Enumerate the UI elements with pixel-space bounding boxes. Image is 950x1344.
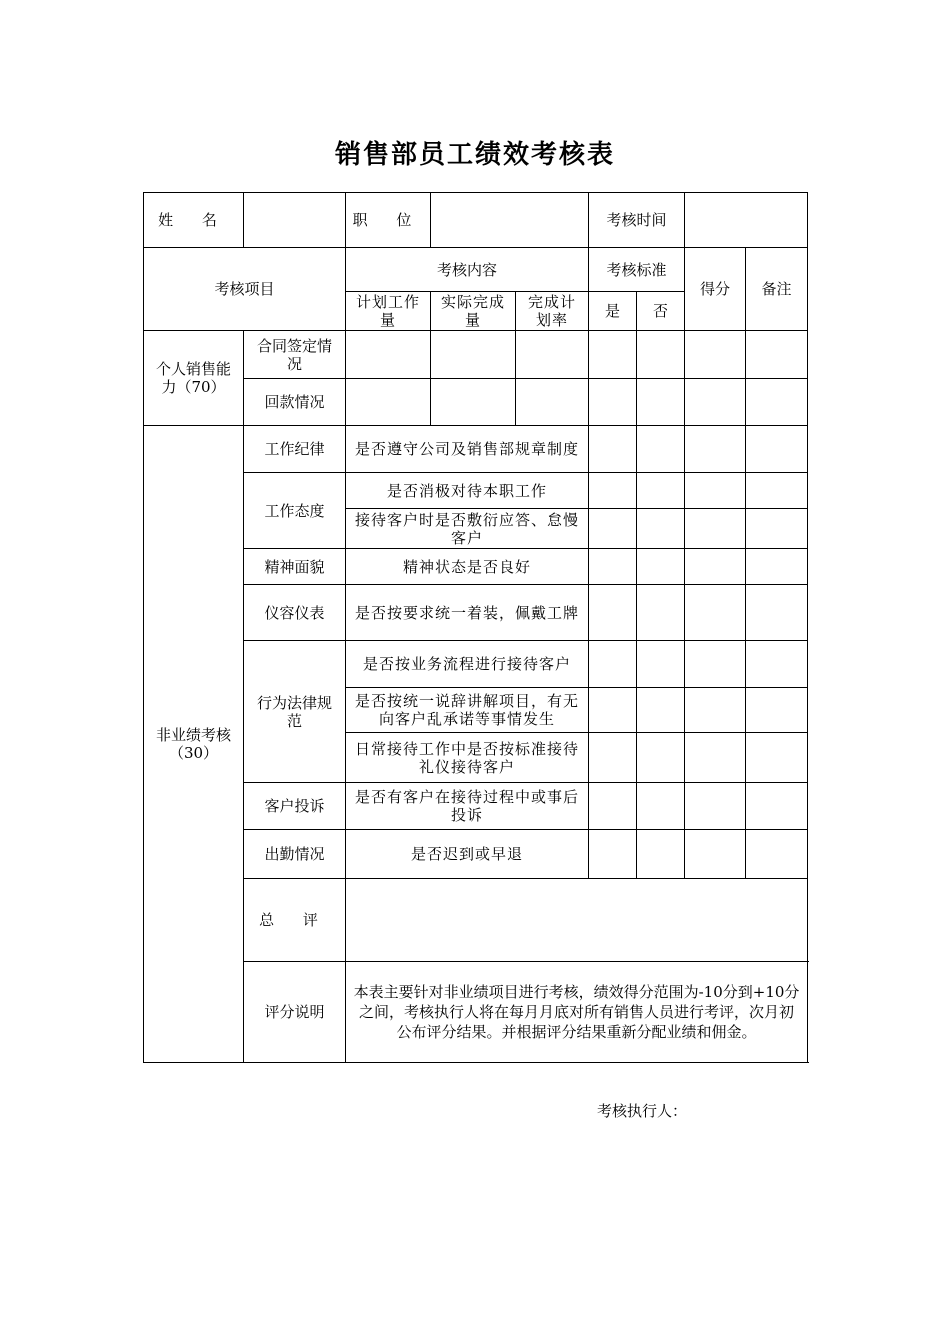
yes-cell[interactable]	[589, 830, 637, 879]
remark-header: 备注	[746, 248, 808, 331]
conduct-criterion: 是否按统一说辞讲解项目，有无向客户乱承诺等事情发生	[346, 688, 589, 733]
no-cell[interactable]	[637, 783, 685, 830]
remark-cell[interactable]	[746, 549, 808, 585]
no-cell[interactable]	[637, 379, 685, 426]
yes-header: 是	[589, 292, 637, 331]
actual-cell[interactable]	[431, 331, 516, 379]
sales-section-label: 个人销售能力（70）	[144, 331, 244, 426]
spirit-criterion: 精神状态是否良好	[346, 549, 589, 585]
remark-cell[interactable]	[746, 331, 808, 379]
complaint-criterion: 是否有客户在接待过程中或事后投诉	[346, 783, 589, 830]
attitude-criterion: 接待客户时是否敷衍应答、怠慢客户	[346, 509, 589, 549]
yes-cell[interactable]	[589, 379, 637, 426]
time-label: 考核时间	[589, 193, 685, 248]
score-cell[interactable]	[685, 509, 746, 549]
attendance-label: 出勤情况	[244, 830, 346, 879]
plan-cell[interactable]	[346, 331, 431, 379]
remark-cell[interactable]	[746, 426, 808, 473]
evaluation-table	[143, 192, 808, 1063]
notes-label: 评分说明	[244, 962, 346, 1063]
time-field[interactable]	[685, 193, 808, 248]
no-cell[interactable]	[637, 830, 685, 879]
remark-cell[interactable]	[746, 641, 808, 688]
discipline-criterion: 是否遵守公司及销售部规章制度	[346, 426, 589, 473]
attitude-criterion: 是否消极对待本职工作	[346, 473, 589, 509]
no-cell[interactable]	[637, 549, 685, 585]
actual-header: 实际完成量	[431, 292, 516, 331]
plan-cell[interactable]	[346, 379, 431, 426]
spirit-label: 精神面貌	[244, 549, 346, 585]
contract-signing-label: 合同签定情况	[244, 331, 346, 379]
score-cell[interactable]	[685, 783, 746, 830]
appearance-criterion: 是否按要求统一着装，佩戴工牌	[346, 585, 589, 641]
complaint-label: 客户投诉	[244, 783, 346, 830]
yes-cell[interactable]	[589, 585, 637, 641]
no-cell[interactable]	[637, 641, 685, 688]
standard-header: 考核标准	[589, 248, 685, 292]
score-cell[interactable]	[685, 549, 746, 585]
appearance-label: 仪容仪表	[244, 585, 346, 641]
name-field[interactable]	[244, 193, 346, 248]
yes-cell[interactable]	[589, 331, 637, 379]
rate-cell[interactable]	[516, 331, 589, 379]
conduct-criterion: 日常接待工作中是否按标准接待礼仪接待客户	[346, 733, 589, 783]
no-cell[interactable]	[637, 688, 685, 733]
rate-header: 完成计划率	[516, 292, 589, 331]
item-header: 考核项目	[144, 248, 346, 331]
non-sales-section-label: 非业绩考核（30）	[144, 426, 244, 1063]
score-cell[interactable]	[685, 830, 746, 879]
no-cell[interactable]	[637, 473, 685, 509]
no-cell[interactable]	[637, 509, 685, 549]
yes-cell[interactable]	[589, 688, 637, 733]
rate-cell[interactable]	[516, 379, 589, 426]
conduct-criterion: 是否按业务流程进行接待客户	[346, 641, 589, 688]
page-title: 销售部员工绩效考核表	[334, 140, 615, 170]
discipline-label: 工作纪律	[244, 426, 346, 473]
payment-collection-label: 回款情况	[244, 379, 346, 426]
notes-text: 本表主要针对非业绩项目进行考核，绩效得分范围为-10分到+10分之间，考核执行人将在每月月底对所有销售人员进行考评，次月初公布评分结果。并根据评分结果重新分配业绩和佣金。	[346, 962, 808, 1063]
summary-field[interactable]	[346, 879, 808, 962]
score-cell[interactable]	[685, 379, 746, 426]
yes-cell[interactable]	[589, 549, 637, 585]
conduct-label: 行为法律规范	[244, 641, 346, 783]
no-cell[interactable]	[637, 585, 685, 641]
name-label: 姓 名	[144, 193, 244, 248]
content-header: 考核内容	[346, 248, 589, 292]
remark-cell[interactable]	[746, 509, 808, 549]
score-cell[interactable]	[685, 585, 746, 641]
score-cell[interactable]	[685, 473, 746, 509]
yes-cell[interactable]	[589, 426, 637, 473]
score-cell[interactable]	[685, 688, 746, 733]
no-header: 否	[637, 292, 685, 331]
score-cell[interactable]	[685, 641, 746, 688]
attendance-criterion: 是否迟到或早退	[346, 830, 589, 879]
remark-cell[interactable]	[746, 688, 808, 733]
remark-cell[interactable]	[746, 783, 808, 830]
yes-cell[interactable]	[589, 641, 637, 688]
attitude-label: 工作态度	[244, 473, 346, 549]
score-cell[interactable]	[685, 331, 746, 379]
position-label: 职 位	[346, 193, 431, 248]
summary-label: 总 评	[244, 879, 346, 962]
remark-cell[interactable]	[746, 473, 808, 509]
no-cell[interactable]	[637, 426, 685, 473]
remark-cell[interactable]	[746, 379, 808, 426]
yes-cell[interactable]	[589, 733, 637, 783]
yes-cell[interactable]	[589, 473, 637, 509]
signer-label: 考核执行人：	[597, 1102, 688, 1120]
no-cell[interactable]	[637, 733, 685, 783]
no-cell[interactable]	[637, 331, 685, 379]
score-cell[interactable]	[685, 426, 746, 473]
remark-cell[interactable]	[746, 733, 808, 783]
yes-cell[interactable]	[589, 509, 637, 549]
remark-cell[interactable]	[746, 830, 808, 879]
position-field[interactable]	[431, 193, 589, 248]
yes-cell[interactable]	[589, 783, 637, 830]
score-cell[interactable]	[685, 733, 746, 783]
plan-header: 计划工作量	[346, 292, 431, 331]
actual-cell[interactable]	[431, 379, 516, 426]
remark-cell[interactable]	[746, 585, 808, 641]
score-header: 得分	[685, 248, 746, 331]
